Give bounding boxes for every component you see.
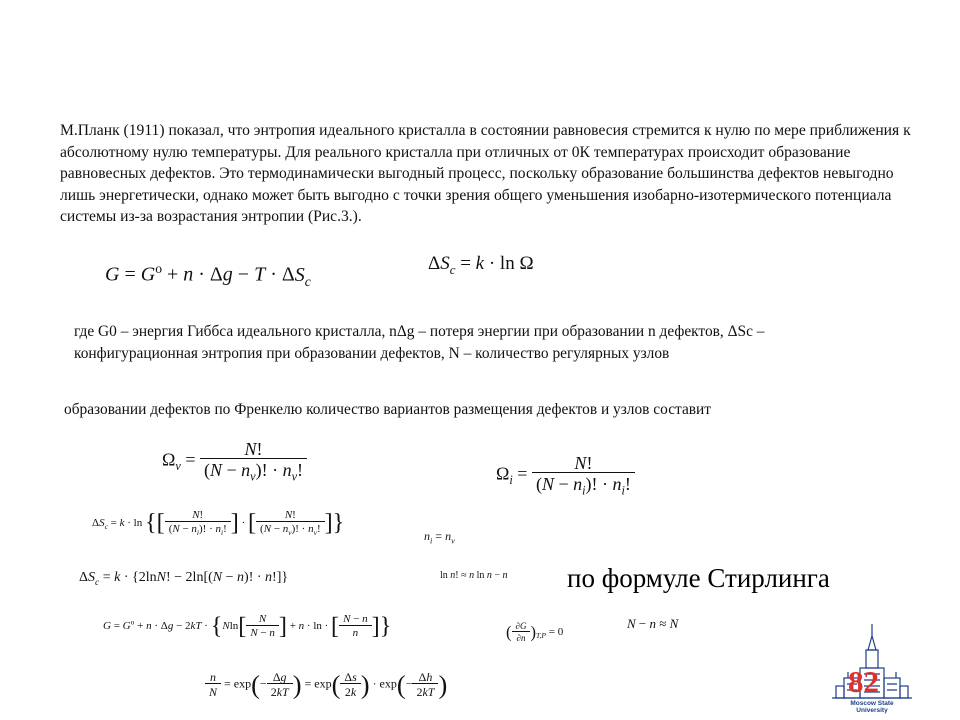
emblem-caption (842, 700, 902, 714)
emblem-caption-line1: Moscow State (850, 700, 894, 707)
intro-paragraph: М.Планк (1911) показал, что энтропия идеального кристалла в состоянии равновесия стремится к нулю по мере приближения к абсолютному нулю температуры. Для реального кристалла при отличных от 0К температурах происходит образование равновесных дефектов. Это термодинамически выгодный процесс, поскольку образование большинства дефектов невыгодно лишь энергетически, однако может быть выгодно с точки зрения общего уменьшения изобарно-изотермического потенциала системы из-за возрастания энтропии (Рис.3.). (60, 122, 911, 225)
formula-entropy-simplified: $\Delta S_c = k \cdot \{2\ln N$! − 2ln[(N − n)! · n!]} (79, 570, 289, 588)
formula-gibbs-full: $G = G^o + n \cdot \Delta g - 2kT \cdot \{Nln$[ $\frac{N}{N - n}$ ] + n · ln · [ $\frac{N - n}{n}$ ]} (103, 612, 392, 640)
definitions-paragraph: где G0 – энергия Гиббса идеального кристалла, nΔg – потеря энергии при образовании n дефектов, ΔSc – конфигурационная энтропия при образовании дефектов, N – количество регулярных узлов (74, 323, 765, 362)
formula-approximation: N − n ≈ N (627, 616, 679, 631)
page-number: 82 (848, 664, 879, 699)
formula-entropy: $\Delta S_c = k \cdot \ln \Omega$ (428, 253, 534, 277)
formula-omega-v: $\Omega_v$ = $\frac{N!}{(N - n_v)! \cdot n_v!}$ (162, 440, 307, 483)
formula-concentration: $\frac{n}{N}$ = exp(− $\frac{\Delta g}{2kT}$ ) = exp( $\frac{\Delta s}{2k}$ ) · exp(− $\frac{\Delta h}{2kT}$ ) (205, 671, 447, 698)
formula-omega-i: $\Omega_i$ = $\frac{N!}{(N - n_i)! \cdot n_i!}$ (496, 454, 635, 497)
formula-gibbs: $G = G^o + n \cdot \Delta g - T \cdot \Delta S_c$ (105, 261, 311, 289)
stirling-label: по формуле Стирлинга (567, 563, 830, 593)
formula-entropy-product: $\Delta S_c = k \cdot \ln$ {[ $\frac{N!}{(N - n_i)! \cdot n_i!}$ ] · [ $\frac{N!}{(N - n_v)! \cdot n_v!}$ ]} (92, 509, 345, 538)
formula-stirling-approx: ln n! ≈ n ln n − n (440, 570, 508, 581)
emblem-caption-line2: University (856, 707, 888, 714)
frenkel-paragraph: образовании дефектов по Френкелю количество вариантов размещения дефектов и узлов составит (64, 401, 712, 418)
formula-equal-counts: $n_i = n_v$ (424, 529, 455, 546)
formula-equilibrium: ( $\frac{\partial G}{\partial n}$ )$_{T,P} = 0$ (506, 621, 564, 643)
